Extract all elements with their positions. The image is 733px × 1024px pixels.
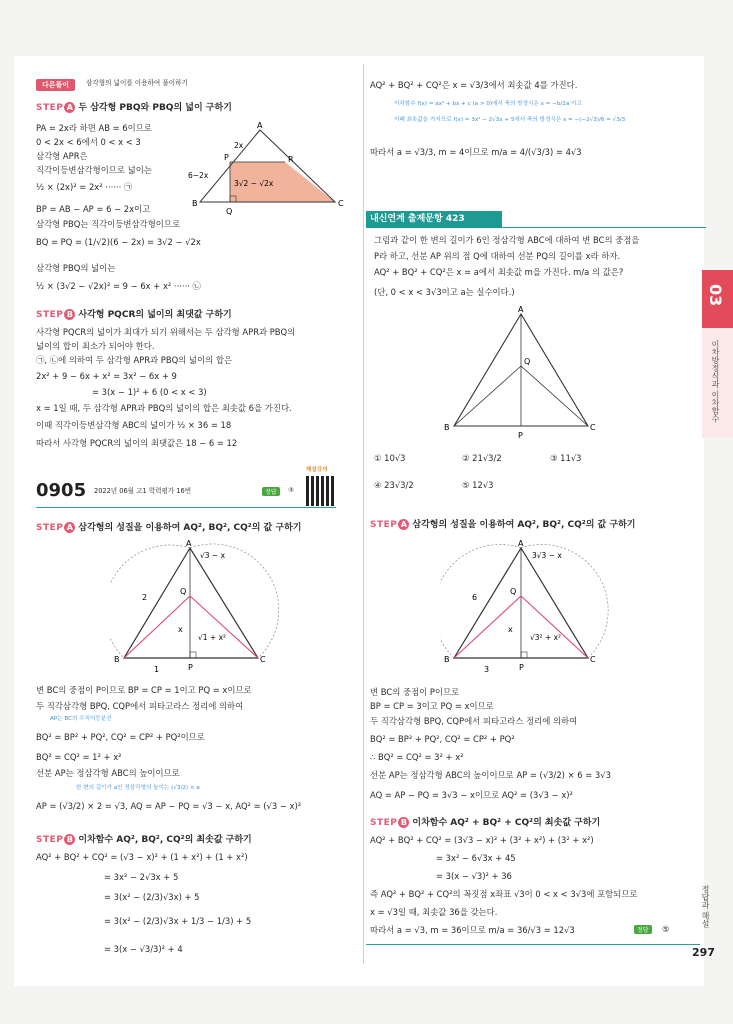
line: AQ² + BQ² + CQ² = (3√3 − x)² + (3² + x²) + (3² + x²) <box>370 835 594 845</box>
step-b-heading-2: STEP B 이차함수 AQ², BQ², CQ²의 최솟값 구하기 <box>36 835 252 845</box>
label-6: 6 <box>472 593 478 602</box>
label-right: √3² + x² <box>530 633 562 642</box>
answer-value: ③ <box>288 486 294 494</box>
label-p: P <box>224 153 229 162</box>
line: BQ = PQ = (1/√2)(6 − 2x) = 3√2 − √2x <box>36 237 201 247</box>
choice-4[interactable]: ④ 23√3/2 <box>374 480 414 490</box>
step-a-heading-3: STEP A 삼각형의 성질을 이용하여 AQ², BQ², CQ²의 값 구하기 <box>370 520 636 530</box>
line: 선분 AP는 정삼각형 ABC의 높이이므로 AP = (√3/2) × 6 = 3√3 <box>370 770 611 780</box>
line: BP = AB − AP = 6 − 2x이고 <box>36 204 151 214</box>
other-solution-title: 삼각형의 넓이를 이용하여 풀이하기 <box>86 79 188 87</box>
label-q: Q <box>510 587 517 596</box>
line: 넓이의 합이 최소가 되어야 한다. <box>36 341 155 351</box>
triangle-abc <box>124 548 258 658</box>
column-divider <box>363 64 364 964</box>
step-a-heading-2: STEP A 삼각형의 성질을 이용하여 AQ², BQ², CQ²의 값 구하기 <box>36 523 302 533</box>
choice-2[interactable]: ② 21√3/2 <box>462 453 502 463</box>
page-number: 297 <box>692 946 715 959</box>
problem-line: P라 하고, 선분 AP 위의 점 Q에 대하여 선분 PQ의 길이를 x라 하자. <box>374 251 621 261</box>
label-x: x <box>178 625 183 634</box>
label-b: B <box>444 423 450 432</box>
bottom-rule <box>366 944 700 945</box>
line: x = √3일 때, 최솟값 36을 갖는다. <box>370 907 498 917</box>
triangle-figure-2 <box>110 536 280 676</box>
label-q: Q <box>180 587 187 596</box>
line: x = 1일 때, 두 삼각형 APR과 PBQ의 넓이의 합은 최솟값 6을 가진다. <box>36 403 292 413</box>
label-height: 3√2 − √2x <box>234 179 274 188</box>
chapter-title: 이차방정식과 이차함수 <box>711 340 720 423</box>
note-1: 이차함수 f(x) = ax² + bx + c (a > 0)에서 축의 방정식은 x = −b/2a 이고 <box>394 101 582 107</box>
line: 0 < 2x < 6에서 0 < x < 3 <box>36 137 141 147</box>
line: ㉠, ㉡에 의하여 두 삼각형 APR과 PBQ의 넓이의 합은 <box>36 355 233 365</box>
chapter-number: 03 <box>706 284 725 307</box>
step-b-heading-3: STEP B 이차함수 AQ² + BQ² + CQ²의 최솟값 구하기 <box>370 818 601 828</box>
line: = 3(x² − (2/3)√3x + 1/3 − 1/3) + 5 <box>104 916 252 926</box>
label-a: A <box>518 539 524 548</box>
problem-line: AQ² + BQ² + CQ²은 x = a에서 최솟값 m을 가진다. m/a 의 값은? <box>374 267 624 277</box>
lecture-label: 해설강의 <box>306 467 328 473</box>
label-c: C <box>590 655 596 664</box>
other-solution-tag: 다른풀이 <box>36 79 75 91</box>
problem-line: (단, 0 < x < 3√3이고 a는 실수이다.) <box>374 287 515 297</box>
label-q: Q <box>524 357 531 366</box>
triangle-figure-4 <box>440 536 610 676</box>
line: = 3(x − √3)² + 36 <box>436 871 512 881</box>
step-b-heading-1: STEP B 사각형 PQCR의 넓이의 최댓값 구하기 <box>36 310 232 320</box>
line: 직각이등변삼각형이므로 넓이는 <box>36 165 152 175</box>
label-a: A <box>257 121 263 130</box>
label-top: √3 − x <box>200 551 226 560</box>
line: 2x² + 9 − 6x + x² = 3x² − 6x + 9 <box>36 371 177 381</box>
linked-problem-rule <box>502 227 706 228</box>
note-height: 한 변의 길이가 a인 정삼각형의 높이는 (√3/2) × a <box>76 785 200 791</box>
label-6-2x: 6−2x <box>188 171 209 180</box>
line: AP = (√3/2) × 2 = √3, AQ = AP − PQ = √3 − x, AQ² = (√3 − x)² <box>36 801 302 811</box>
note-ap: AP는 BC의 수직이등분선 <box>50 716 112 722</box>
line: PA = 2x라 하면 AB = 6이므로 <box>36 123 152 133</box>
choice-3[interactable]: ③ 11√3 <box>550 453 582 463</box>
line: 즉 AQ² + BQ² + CQ²의 꼭짓점 x좌표 √3이 0 < x < 3√3에 포함되므로 <box>370 889 638 899</box>
line: 변 BC의 중점이 P이므로 <box>370 687 460 697</box>
top-line-2: 따라서 a = √3/3, m = 4이므로 m/a = 4/(√3/3) = 4√3 <box>370 147 582 157</box>
step-a-heading-1: STEP A 두 삼각형 PBQ와 PBQ의 넓이 구하기 <box>36 103 232 113</box>
final-answer-label: 정답 <box>634 925 652 934</box>
line: 이때 직각이등변삼각형 ABC의 넓이가 ½ × 36 = 18 <box>36 420 232 430</box>
label-2x: 2x <box>234 141 244 150</box>
line: = 3(x − 1)² + 6 (0 < x < 3) <box>92 387 207 397</box>
line: 따라서 사각형 PQCR의 넓이의 최댓값은 18 − 6 = 12 <box>36 438 238 448</box>
label-b: B <box>192 199 198 208</box>
line: = 3x² − 6√3x + 45 <box>436 853 516 863</box>
label-3: 3 <box>484 665 490 674</box>
label-a: A <box>186 539 192 548</box>
line: ½ × (2x)² = 2x² ······ ㉠ <box>36 182 133 192</box>
problem-line: 그림과 같이 한 변의 길이가 6인 정삼각형 ABC에 대하여 변 BC의 중점을 <box>374 235 640 245</box>
line: BP = CP = 3이고 PQ = x이므로 <box>370 701 494 711</box>
choice-1[interactable]: ① 10√3 <box>374 453 406 463</box>
line: 두 직각삼각형 BPQ, CQP에서 피타고라스 정리에 의하여 <box>370 716 578 726</box>
top-line-1: AQ² + BQ² + CQ²은 x = √3/3에서 최솟값 4를 가진다. <box>370 80 578 90</box>
final-answer-value: ⑤ <box>662 924 670 934</box>
line: 선분 AP는 정삼각형 ABC의 높이이므로 <box>36 768 180 778</box>
line: = 3(x − √3/3)² + 4 <box>104 944 183 954</box>
label-right: √1 + x² <box>198 633 227 642</box>
line: 삼각형 PBQ의 넓이는 <box>36 263 116 273</box>
label-b: B <box>444 655 450 664</box>
label-p: P <box>518 431 523 440</box>
linked-problem-title: 내신연계 출제문항 423 <box>366 211 502 228</box>
line: BQ² = BP² + PQ², CQ² = CP² + PQ² <box>370 734 515 744</box>
answer-label: 정답 <box>262 487 280 496</box>
label-top: 3√3 − x <box>532 551 562 560</box>
line: 삼각형 PBQ는 직각이등변삼각형이므로 <box>36 219 181 229</box>
footer-label: 정답과 해설 <box>701 885 710 928</box>
line: ½ × (3√2 − √2x)² = 9 − 6x + x² ······ ㉡ <box>36 281 201 291</box>
line: 변 BC의 중점이 P이므로 BP = CP = 1이고 PQ = x이므로 <box>36 685 252 695</box>
line: BQ² = CQ² = 1² + x² <box>36 752 122 762</box>
line: AQ = AP − PQ = 3√3 − x이므로 AQ² = (3√3 − x)² <box>370 790 573 800</box>
choice-5[interactable]: ⑤ 12√3 <box>462 480 494 490</box>
note-2: 이때 최솟값을 가지므로 f(x) = 3x² − 2√3x + 5에서 축의 방정식은 x = −(−2√3)/6 = √3/3 <box>394 117 626 123</box>
line: 사각형 PQCR의 넓이가 최대가 되기 위해서는 두 삼각형 APR과 PBQ의 <box>36 327 296 337</box>
line: = 3x² − 2√3x + 5 <box>104 872 179 882</box>
line: ∴ BQ² = CQ² = 3² + x² <box>370 752 464 762</box>
label-a: A <box>518 305 524 314</box>
line: 따라서 a = √3, m = 36이므로 m/a = 36/√3 = 12√3 <box>370 925 575 935</box>
label-p: P <box>519 663 524 672</box>
label-x: x <box>508 625 513 634</box>
label-q: Q <box>226 207 233 216</box>
label-b: B <box>114 655 120 664</box>
label-2: 2 <box>142 593 148 602</box>
line: AQ² + BQ² + CQ² = (√3 − x)² + (1 + x²) + (1 + x²) <box>36 852 248 862</box>
triangle-figure-3 <box>440 302 610 442</box>
problem-number: 0905 <box>36 480 87 501</box>
line: = 3(x² − (2/3)√3x) + 5 <box>104 892 200 902</box>
label-c: C <box>338 199 344 208</box>
problem-meta: 2022년 06월 고1 학력평가 16번 <box>94 487 192 495</box>
label-1: 1 <box>154 665 160 674</box>
line: 삼각형 APR은 <box>36 151 88 161</box>
label-c: C <box>260 655 266 664</box>
qr-code-icon[interactable] <box>306 476 336 506</box>
triangle-figure-1 <box>180 118 350 218</box>
problem-rule <box>36 507 336 508</box>
label-p: P <box>188 663 193 672</box>
line: 두 직각삼각형 BPQ, CQP에서 피타고라스 정리에 의하여 <box>36 701 244 711</box>
label-r: R <box>288 155 294 164</box>
line: BQ² = BP² + PQ², CQ² = CP² + PQ²이므로 <box>36 732 205 742</box>
label-c: C <box>590 423 596 432</box>
